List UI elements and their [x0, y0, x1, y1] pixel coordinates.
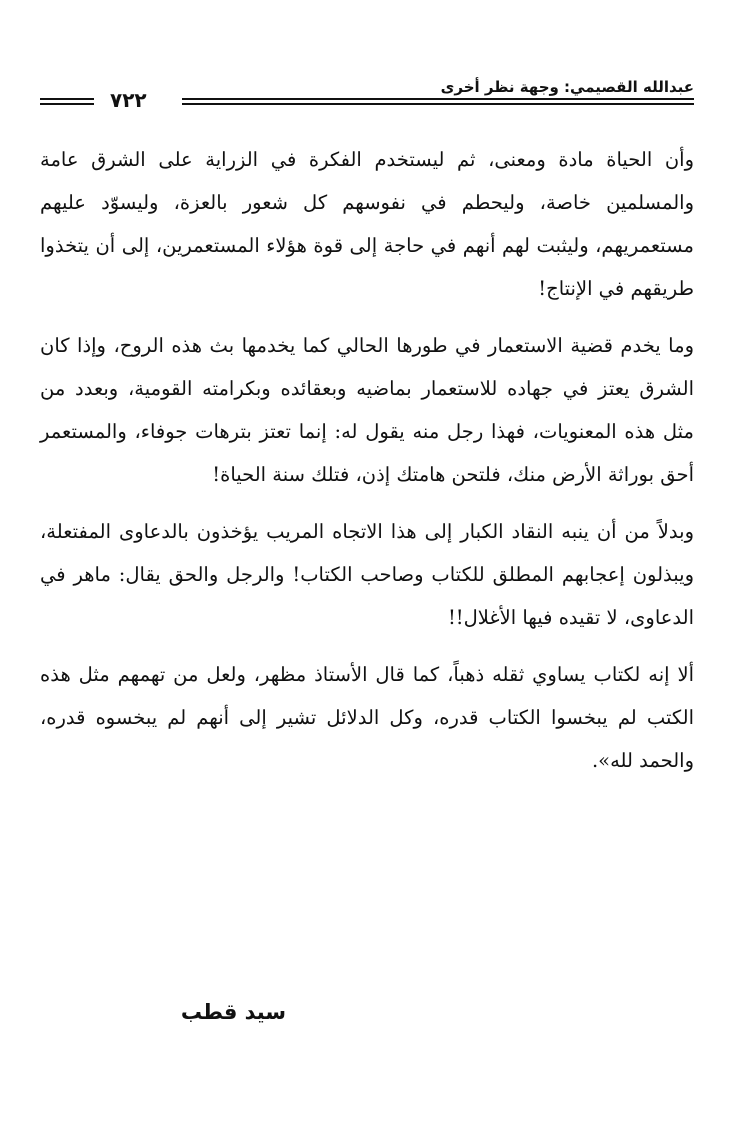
- paragraph-3: وبدلاً من أن ينبه النقاد الكبار إلى هذا الاتجاه المريب يؤخذون بالدعاوى المفتعلة، ويبذلون إعجابهم المطلق للكتاب وصاحب الكتاب! والرجل والحق يقال: ماهر في الدعاوى، لا تقيده فيها الأغلال!!: [40, 520, 694, 629]
- header-rule-long-top: [182, 98, 694, 100]
- author-signature: سيد قطب: [180, 1000, 286, 1024]
- header-rule-long-bottom: [182, 103, 694, 105]
- page-number: ٧٢٢: [110, 88, 147, 112]
- running-title: عبدالله القصيمي: وجهة نظر أخرى: [440, 78, 694, 96]
- page-header: [40, 74, 694, 120]
- header-rule-short-bottom: [40, 103, 94, 105]
- header-rule-short-top: [40, 98, 94, 100]
- body-text: [40, 138, 694, 796]
- paragraph-1: وأن الحياة مادة ومعنى، ثم ليستخدم الفكرة في الزراية على الشرق عامة والمسلمين خاصة، وليحطم في نفوسهم كل شعور بالعزة، وليسوّد عليهم مستعمريهم، وليثبت لهم أنهم في حاجة إلى قوة هؤلاء المستعمرين، إلى أن يتخذوا طريقهم في الإنتاج!: [40, 148, 694, 300]
- paragraph-4: ألا إنه لكتاب يساوي ثقله ذهباً، كما قال الأستاذ مظهر، ولعل من تهمهم مثل هذه الكتب لم يبخسوا الكتاب قدره، وكل الدلائل تشير إلى أنهم لم يبخسوه قدره، والحمد لله».: [40, 663, 694, 772]
- paragraph-2: وما يخدم قضية الاستعمار في طورها الحالي كما يخدمها بث هذه الروح، وإذا كان الشرق يعتز في جهاده للاستعمار بماضيه وبعقائده وبكرامته القومية، وبعدد من مثل هذه المعنويات، فهذا رجل منه يقول له: إنما تعتز بترهات جوفاء، والمستعمر أحق بوراثة الأرض منك، فلتحن هامتك إذن، فتلك سنة الحياة!: [40, 334, 694, 486]
